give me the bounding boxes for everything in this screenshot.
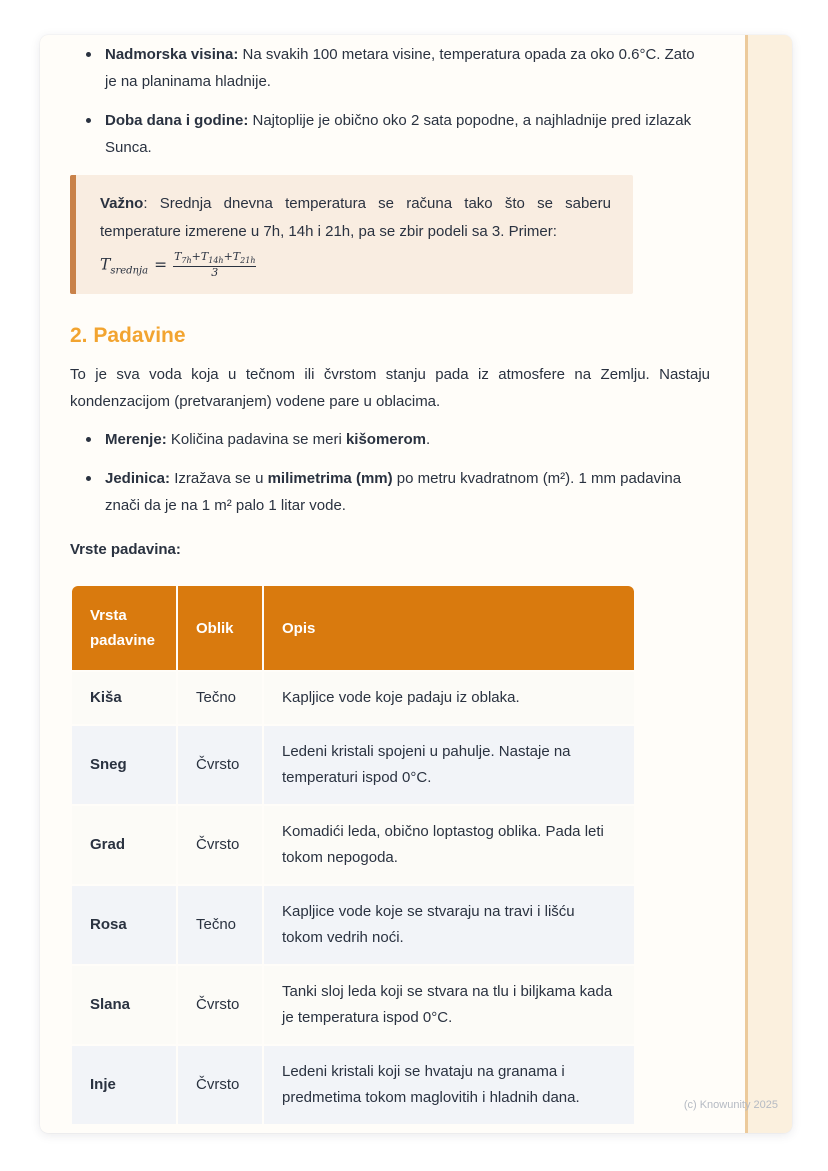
formula-term: T: [174, 250, 182, 263]
table-row: [72, 886, 634, 964]
formula-term-subscript: 21h: [240, 256, 256, 266]
bullet-text: Količina padavina se meri: [166, 431, 346, 449]
cell-name: Kiša: [72, 672, 176, 724]
bullet-text: Na svakih 100 metara visine, temperatura opada za oko 0.6°C. Zato je na planinama hladnije.: [105, 46, 695, 90]
list-item: [70, 465, 710, 519]
cell-oblik: Tečno: [178, 886, 262, 964]
formula-numerator: [173, 251, 256, 267]
cell-opis: Ledeni kristali koji se hvataju na granama i predmetima tokom maglovitih i hladnih dana.: [264, 1046, 634, 1124]
column-header-oblik: Oblik: [178, 586, 262, 670]
cell-opis: Komadići leda, obično loptastog oblika. Pada leti tokom nepogoda.: [264, 806, 634, 884]
formula-equals: =: [154, 255, 168, 274]
bullet-lead: Merenje:: [105, 431, 167, 449]
cell-oblik: Tečno: [178, 672, 262, 724]
bullet-text: .: [426, 431, 431, 449]
formula-denominator: 3: [211, 266, 219, 280]
table-header-row: [72, 586, 634, 670]
table-label: Vrste padavina:: [70, 541, 181, 559]
column-header-vrsta: Vrsta padavine: [72, 586, 176, 670]
cell-oblik: Čvrsto: [178, 966, 262, 1044]
important-callout: [70, 175, 633, 294]
bullet-lead: Jedinica:: [105, 470, 171, 488]
cell-opis: Kapljice vode koje se stvaraju na travi i lišću tokom vedrih noći.: [264, 886, 634, 964]
bullet-icon: [86, 52, 91, 57]
formula-plus: +: [191, 250, 201, 263]
column-header-opis: Opis: [264, 586, 634, 670]
bullet-text: po metru kvadratnom (m²). 1 mm padavina znači da je na 1 m² palo 1 litar vode.: [105, 470, 682, 515]
bullet-lead: Nadmorska visina:: [105, 46, 239, 63]
bullet-icon: [86, 476, 91, 481]
mean-temperature-formula: [100, 251, 611, 280]
cell-opis: Ledeni kristali spojeni u pahulje. Nastaje na temperaturi ispod 0°C.: [264, 726, 634, 804]
table-row: [72, 672, 634, 724]
precipitation-table: [70, 584, 636, 1126]
bullet-icon: [86, 118, 91, 123]
list-item: [70, 107, 710, 161]
cell-opis: Tanki sloj leda koji se stvara na tlu i biljkama kada je temperatura ispod 0°C.: [264, 966, 634, 1044]
cell-name: Sneg: [72, 726, 176, 804]
formula-plus: +: [223, 250, 233, 263]
list-item: [70, 41, 710, 95]
formula-term: T: [232, 250, 241, 263]
copyright-watermark: (c) Knowunity 2025: [683, 1099, 778, 1111]
callout-text: [100, 190, 611, 246]
table-body: [72, 672, 634, 1124]
measurement-bullet-list: [70, 426, 710, 519]
cell-name: Grad: [72, 806, 176, 884]
formula-term-subscript: 14h: [208, 256, 224, 266]
cell-name: Inje: [72, 1046, 176, 1124]
cell-oblik: Čvrsto: [178, 726, 262, 804]
cell-oblik: Čvrsto: [178, 806, 262, 884]
bullet-strong: kišomerom: [345, 431, 426, 449]
cell-name: Slana: [72, 966, 176, 1044]
bullet-strong: milimetrima (mm): [267, 470, 393, 488]
callout-lead: Važno: [100, 195, 144, 212]
section-intro-paragraph: To je sva voda koja u tečnom ili čvrstom stanju pada iz atmosfere na Zemlju. Nastaju kondenzacijom (pretvaranjem) vodene pare u oblacima.: [70, 366, 710, 411]
table-row: [72, 966, 634, 1044]
cell-name: Rosa: [72, 886, 176, 964]
table-row: [72, 726, 634, 804]
document-content: [40, 35, 792, 1126]
formula-lhs-subscript: srednja: [110, 265, 149, 277]
table-header: [72, 586, 634, 670]
formula-term-subscript: 7h: [181, 256, 192, 266]
document-card: [40, 35, 792, 1133]
table-row: [72, 806, 634, 884]
bullet-icon: [86, 437, 91, 442]
formula-lhs: T: [100, 255, 111, 274]
formula-term: T: [200, 250, 209, 263]
formula-fraction: [173, 251, 256, 280]
bullet-text: Izražava se u: [170, 470, 268, 488]
cell-opis: Kapljice vode koje padaju iz oblaka.: [264, 672, 634, 724]
callout-body: : Srednja dnevna temperatura se računa tako što se saberu temperature izmerene u 7h, 14h i 21h, pa se zbir podeli sa 3. Primer:: [100, 195, 611, 240]
intro-bullet-list: [70, 41, 710, 161]
list-item: [70, 426, 710, 453]
cell-oblik: Čvrsto: [178, 1046, 262, 1124]
bullet-lead: Doba dana i godine:: [105, 112, 249, 129]
table-row: [72, 1046, 634, 1124]
section-heading: 2. Padavine: [70, 324, 186, 348]
bullet-text: Najtoplije je obično oko 2 sata popodne, a najhladnije pred izlazak Sunca.: [105, 112, 692, 156]
